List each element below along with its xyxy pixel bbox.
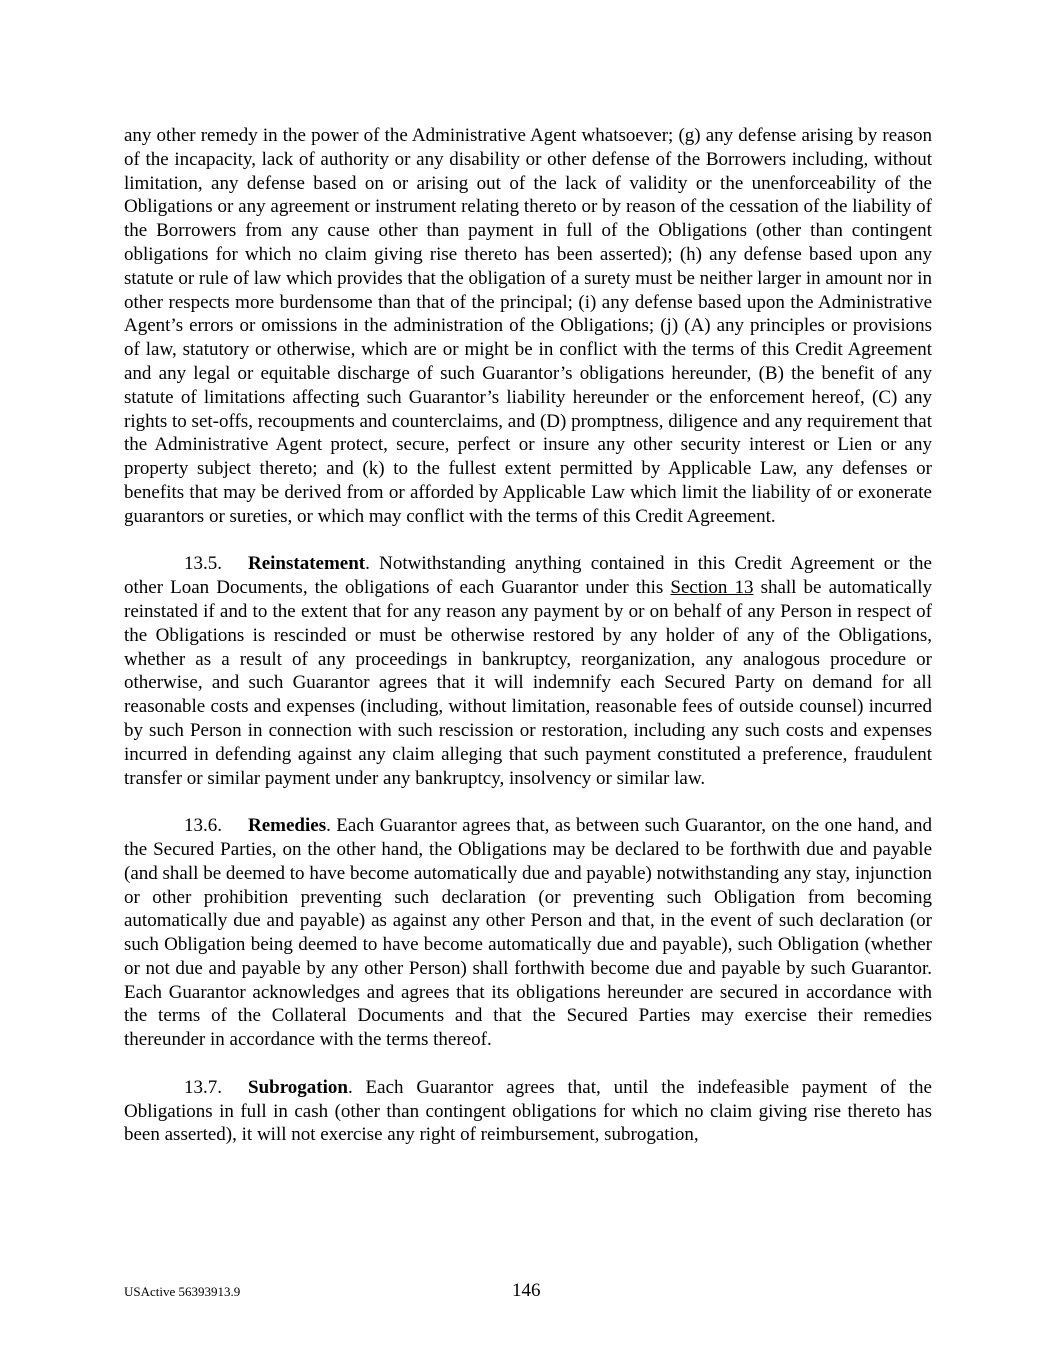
- section-text: . Each Guarantor agrees that, as between such Guarantor, on the one hand, and the Secured Parties, on the other hand, the Obligations may be declared to be forthwith due and payable (and shall be deemed to have become automatically due and payable) notwithstanding any stay, injunction or other prohibition preventing such declaration (or preventing such Obligation from becoming automatically due and payable) as against any other Person and that, in the event of such declaration (or such Obligation being deemed to have become automatically due and payable), such Obligation (whether or not due and payable by any other Person) shall forthwith become due and payable by such Guarantor. Each Guarantor acknowledges and agrees that its obligations hereunder are secured in accordance with the terms of the Collateral Documents and that the Secured Parties may exercise their remedies thereunder in accordance with the terms thereof.: [124, 815, 932, 1051]
- footer-document-id: USActive 56393913.9: [124, 1284, 241, 1299]
- section-cross-reference-link[interactable]: Section 13: [670, 577, 754, 599]
- section-title: Reinstatement: [248, 553, 366, 575]
- section-title: Subrogation: [248, 1076, 348, 1098]
- continuation-paragraph: any other remedy in the power of the Administrative Agent whatsoever; (g) any defense arising by reason of the incapacity, lack of authority or any disability or other defense of the Borrowers including, without limitation, any defense based on or arising out of the lack of validity or the unenforceability of the Obligations or any agreement or instrument relating thereto or by reason of the cessation of the liability of the Borrowers from any cause other than payment in full of the Obligations (other than contingent obligations for which no claim giving rise thereto has been asserted); (h) any defense based upon any statute or rule of law which provides that the obligation of a surety must be neither larger in amount nor in other respects more burdensome than that of the principal; (i) any defense based upon the Administrative Agent’s errors or omissions in the administration of the Obligations; (j) (A) any principles or provisions of law, statutory or otherwise, which are or might be in conflict with the terms of this Credit Agreement and any legal or equitable discharge of such Guarantor’s obligations hereunder, (B) the benefit of any statute of limitations affecting such Guarantor’s liability hereunder or the enforcement hereof, (C) any rights to set-offs, recoupments and counterclaims, and (D) promptness, diligence and any requirement that the Administrative Agent protect, secure, perfect or insure any other security interest or Lien or any property subject thereto; and (k) to the fullest extent permitted by Applicable Law, any defenses or benefits that may be derived from or afforded by Applicable Law which limit the liability of or exonerate guarantors or sureties, or which may conflict with the terms of this Credit Agreement.: [124, 125, 933, 527]
- section-13-5-paragraph: [124, 552, 932, 790]
- footer-page-number: 146: [512, 1280, 541, 1301]
- section-13-6-paragraph: [124, 814, 932, 1052]
- section-number: 13.5.: [184, 553, 222, 575]
- section-number: 13.6.: [184, 815, 222, 837]
- section-text-continued: shall be automatically reinstated if and to the extent that for any reason any payment by or on behalf of any Person in respect of the Obligations is rescinded or must be otherwise restored by any holder of any of the Obligations, whether as a result of any proceedings in bankruptcy, reorganization, any analogous procedure or otherwise, and such Guarantor agrees that it will indemnify each Secured Party on demand for all reasonable costs and expenses (including, without limitation, reasonable fees of outside counsel) incurred by such Person in connection with such rescission or restoration, including any such costs and expenses incurred in defending against any claim alleging that such payment constituted a preference, fraudulent transfer or similar payment under any bankruptcy, insolvency or similar law.: [124, 577, 932, 789]
- page-body: [124, 124, 932, 1147]
- section-title: Remedies: [248, 815, 327, 837]
- section-number: 13.7.: [184, 1076, 222, 1098]
- section-text: . Notwithstanding anything contained in this Credit Agreement or the other Loan Documents, the obligations of each Guarantor under this: [124, 553, 932, 599]
- section-13-7-paragraph: [124, 1076, 932, 1147]
- section-text: . Each Guarantor agrees that, until the indefeasible payment of the Obligations in full in cash (other than contingent obligations for which no claim giving rise thereto has been asserted), it will not exercise any right of reimbursement, subrogation,: [124, 1076, 932, 1146]
